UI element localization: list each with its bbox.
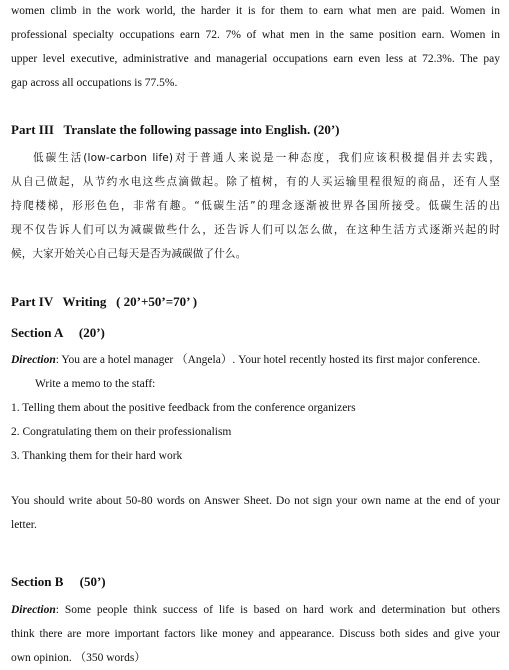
- passage-line-2: 从自己做起，从节约水电这些点滴做起。除了植树，有的人买运输里程很短的商品，还有人坚: [11, 176, 500, 188]
- section-b-heading: Section B (50’): [11, 574, 106, 589]
- intro-paragraph: [11, 0, 500, 95]
- passage-line-4: 现不仅告诉人们可以为减碳做些什么，还告诉人们可以怎么做，在这种生活方式逐渐兴起的时: [11, 224, 500, 236]
- direction-label: Direction: [11, 604, 56, 616]
- intro-line-2: professional specialty occupations earn 72. 7% of what men in the same position earn. Women in: [11, 29, 500, 41]
- list-item: 1. Telling them about the positive feedback from the conference organizers: [11, 402, 356, 414]
- intro-line-1: women climb in the work world, the harder it is for them to earn what men are paid. Women in: [11, 5, 500, 17]
- note-line-2: letter.: [11, 519, 37, 531]
- passage-line-3: 持爬楼梯，形形色色，非常有趣。“低碳生活”的理念逐渐被世界各国所接受。低碳生活的出: [11, 200, 500, 212]
- section-a-note: [11, 489, 500, 537]
- section-a-heading: Section A (20’): [11, 325, 105, 340]
- list-item: 2. Congratulating them on their professionalism: [11, 426, 232, 438]
- part3-heading: Part III Translate the following passage into English. (20’): [11, 122, 340, 137]
- part3-passage: [11, 146, 500, 266]
- section-b-line-1: Direction: Some people think success of life is based on hard work and determination but others: [11, 604, 500, 616]
- note-line-1: You should write about 50-80 words on Answer Sheet. Do not sign your own name at the end of your: [11, 495, 500, 507]
- direction-text: : You are a hotel manager （Angela）. Your hotel recently hosted its first major conference.: [55, 354, 481, 366]
- section-b-body: [11, 598, 500, 670]
- section-b-line-2: think there are more important factors like money and appearance. Discuss both sides and give your: [11, 628, 500, 640]
- intro-line-3: upper level executive, administrative and managerial occupations earn even less at 72.3%. The pay: [11, 53, 500, 65]
- section-a-direction: [11, 348, 500, 372]
- list-item: 3. Thanking them for their hard work: [11, 450, 183, 462]
- section-a-body: [11, 348, 500, 468]
- section-b-line-3: own opinion. （350 words）: [11, 652, 146, 664]
- memo-points-list: [11, 396, 500, 468]
- passage-line-5: 候，大家开始关心自己每天是否为减碳做了什么。: [11, 248, 247, 260]
- passage-line-1: 低碳生活(low-carbon life)对于普通人来说是一种态度，我们应该积极提倡并去实践，: [33, 152, 500, 164]
- memo-instruction: Write a memo to the staff:: [35, 378, 156, 390]
- direction-label: Direction: [11, 354, 56, 366]
- part4-heading: Part IV Writing ( 20’+50’=70’ ): [11, 294, 198, 309]
- intro-line-4: gap across all occupations is 77.5%.: [11, 77, 178, 89]
